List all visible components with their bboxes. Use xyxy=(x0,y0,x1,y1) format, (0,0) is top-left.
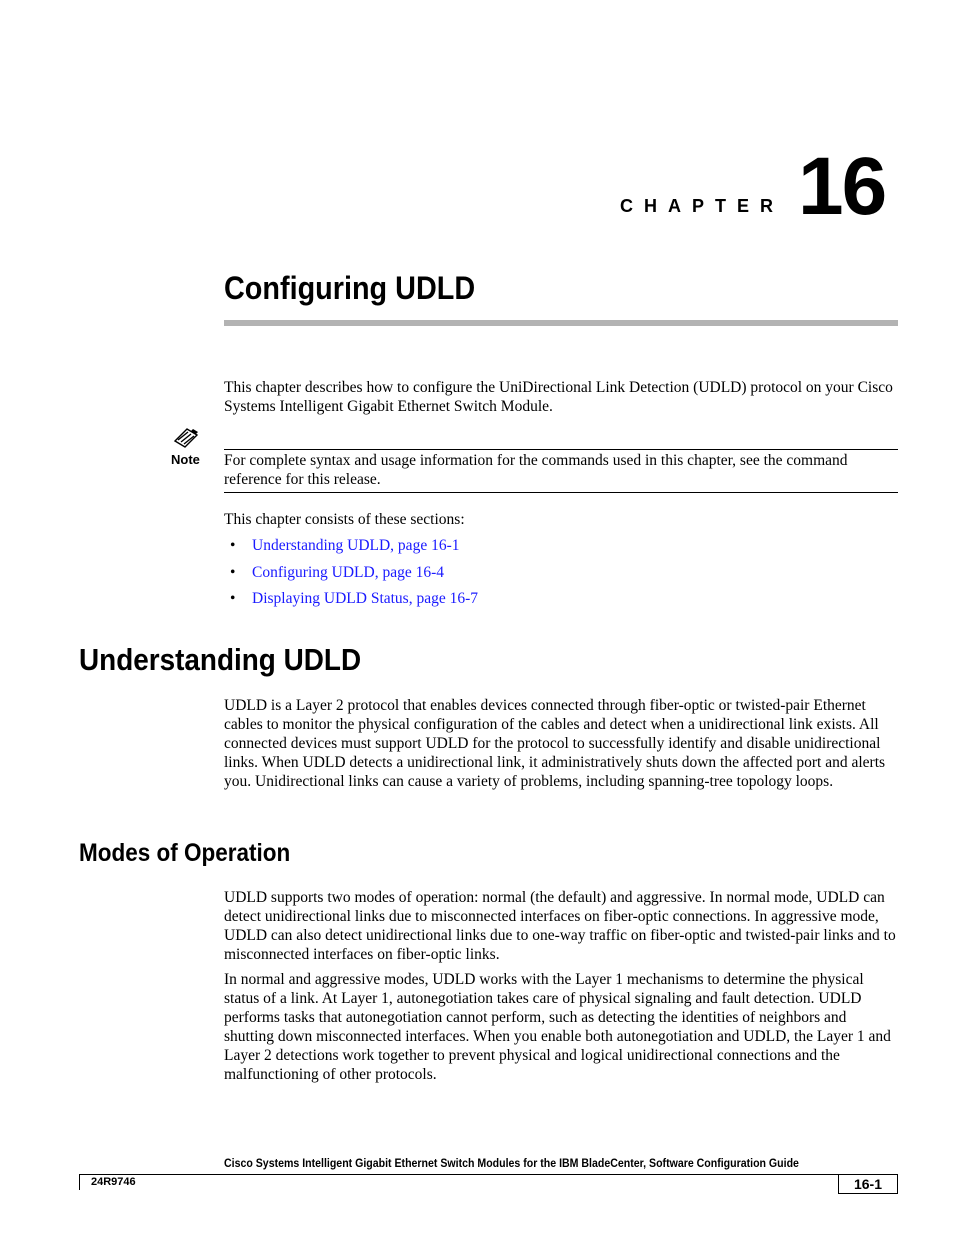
note-bottom-rule xyxy=(224,492,898,493)
footer-left-tick xyxy=(79,1174,80,1190)
section-list xyxy=(230,536,478,616)
page-title: Configuring UDLD xyxy=(224,270,476,306)
toc-link-displaying[interactable]: Displaying UDLD Status, page 16-7 xyxy=(252,590,479,607)
bullet: • xyxy=(230,590,236,607)
page-number: 16-1 xyxy=(838,1174,898,1194)
note-text: For complete syntax and usage information for the commands used in this chapter, see the command reference for this release. xyxy=(224,452,848,488)
footer-title: Cisco Systems Intelligent Gigabit Ethernet Switch Modules for the IBM BladeCenter, Software Configuration Guide xyxy=(224,1158,799,1170)
modes-paragraph-1: UDLD supports two modes of operation: normal (the default) and aggressive. In normal mode, UDLD can detect unidirectional links due to misconnected interfaces on fiber-optic connections. In aggressive mode, UDLD can also detect unidirectional links due to one-way traffic on fiber-optic and twisted-pair links and to misconnected interfaces on fiber-optic links. xyxy=(224,889,896,963)
understanding-paragraph: UDLD is a Layer 2 protocol that enables devices connected through fiber-optic or twisted-pair Ethernet cables to monitor the physical configuration of the cables and detect when a unidirectional link exists. All connected devices must support UDLD for the protocol to successfully identify and disable unidirectional links. When UDLD detects a unidirectional link, it administratively shuts down the affected port and alerts you. Unidirectional links can cause a variety of problems, including spanning-tree topology loops. xyxy=(224,697,886,790)
bullet: • xyxy=(230,563,236,581)
pencil-note-icon xyxy=(172,426,200,450)
note-top-rule xyxy=(224,449,898,450)
section-heading-understanding: Understanding UDLD xyxy=(79,642,362,677)
modes-paragraph-2: In normal and aggressive modes, UDLD works with the Layer 1 mechanisms to determine the physical status of a link. At Layer 1, autonegotiation takes care of physical signaling and fault detection. UDLD performs tasks that autonegotiation cannot perform, such as detecting the identities of neighbors and shutting down misconnected interfaces. When you enable both autonegotiation and UDLD, the Layer 1 and Layer 2 detections work together to prevent physical and logical unidirectional connections and the malfunctioning of other protocols. xyxy=(224,971,891,1083)
list-item xyxy=(230,563,478,582)
chapter-label: CHAPTER xyxy=(620,196,785,216)
list-item xyxy=(230,589,478,608)
intro-paragraph: This chapter describes how to configure the UniDirectional Link Detection (UDLD) protocol on your Cisco Systems Intelligent Gigabit Ethernet Switch Module. xyxy=(224,379,893,415)
list-item xyxy=(230,536,478,555)
footer-rule xyxy=(79,1174,898,1175)
toc-link-configuring[interactable]: Configuring UDLD, page 16-4 xyxy=(252,563,444,581)
chapter-number: 16 xyxy=(798,141,886,232)
bullet: • xyxy=(230,537,236,554)
section-heading-modes: Modes of Operation xyxy=(79,839,291,867)
title-rule xyxy=(224,320,898,326)
toc-link-understanding[interactable]: Understanding UDLD, page 16-1 xyxy=(252,537,460,554)
sections-intro: This chapter consists of these sections: xyxy=(224,511,465,528)
footer-doc-number: 24R9746 xyxy=(91,1176,136,1188)
note-label: Note xyxy=(171,452,200,467)
